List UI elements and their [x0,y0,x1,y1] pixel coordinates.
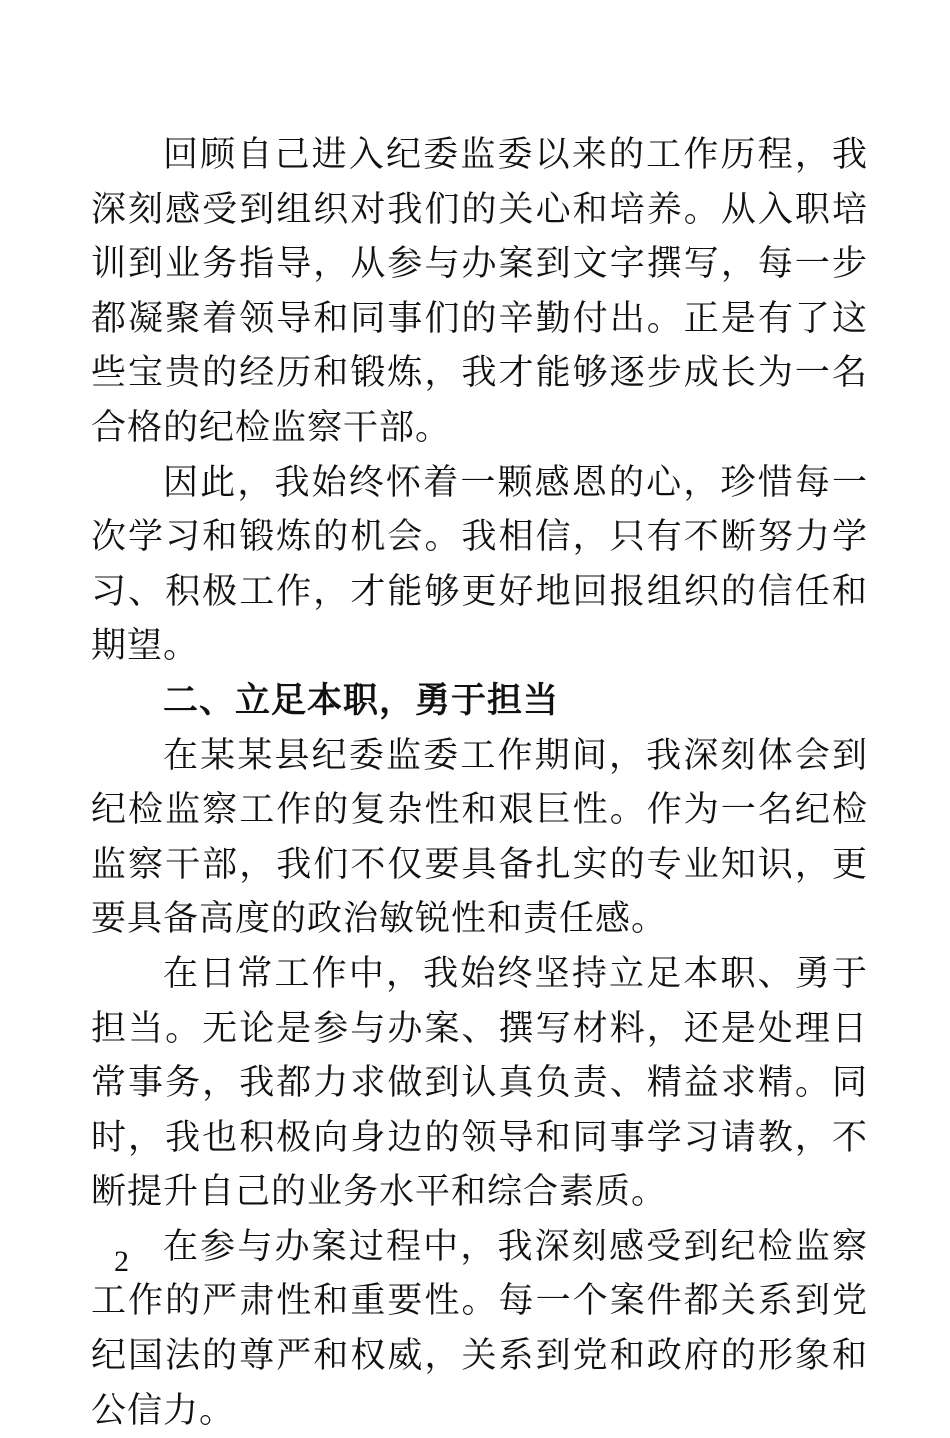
paragraph-gratitude: 因此，我始终怀着一颗感恩的心，珍惜每一次学习和锻炼的机会。我相信，只有不断努力学习、积极工作，才能够更好地回报组织的信任和期望。 [91,462,868,667]
document-body [91,128,868,1438]
paragraph-review: 回顾自己进入纪委监委以来的工作历程，我深刻感受到组织对我们的关心和培养。从入职培训到业务指导，从参与办案到文字撰写，每一步都凝聚着领导和同事们的辛勤付出。正是有了这些宝贵的经历和锻炼，我才能够逐步成长为一名合格的纪检监察干部。 [91,135,868,448]
paragraph-case-handling: 在参与办案过程中，我深刻感受到纪检监察工作的严肃性和重要性。每一个案件都关系到党纪国法的尊严和权威，关系到党和政府的形象和公信力。 [91,1226,868,1431]
paragraph-daily-work: 在日常工作中，我始终坚持立足本职、勇于担当。无论是参与办案、撰写材料，还是处理日常事务，我都力求做到认真负责、精益求精。同时，我也积极向身边的领导和同事学习请教，不断提升自己的业务水平和综合素质。 [91,953,868,1213]
page-number: 2 [114,1245,129,1278]
section-heading: 二、立足本职，勇于担当 [163,680,560,721]
paragraph-work-period: 在某某县纪委监委工作期间，我深刻体会到纪检监察工作的复杂性和艰巨性。作为一名纪检监察干部，我们不仅要具备扎实的专业知识，更要具备高度的政治敏锐性和责任感。 [91,735,868,940]
